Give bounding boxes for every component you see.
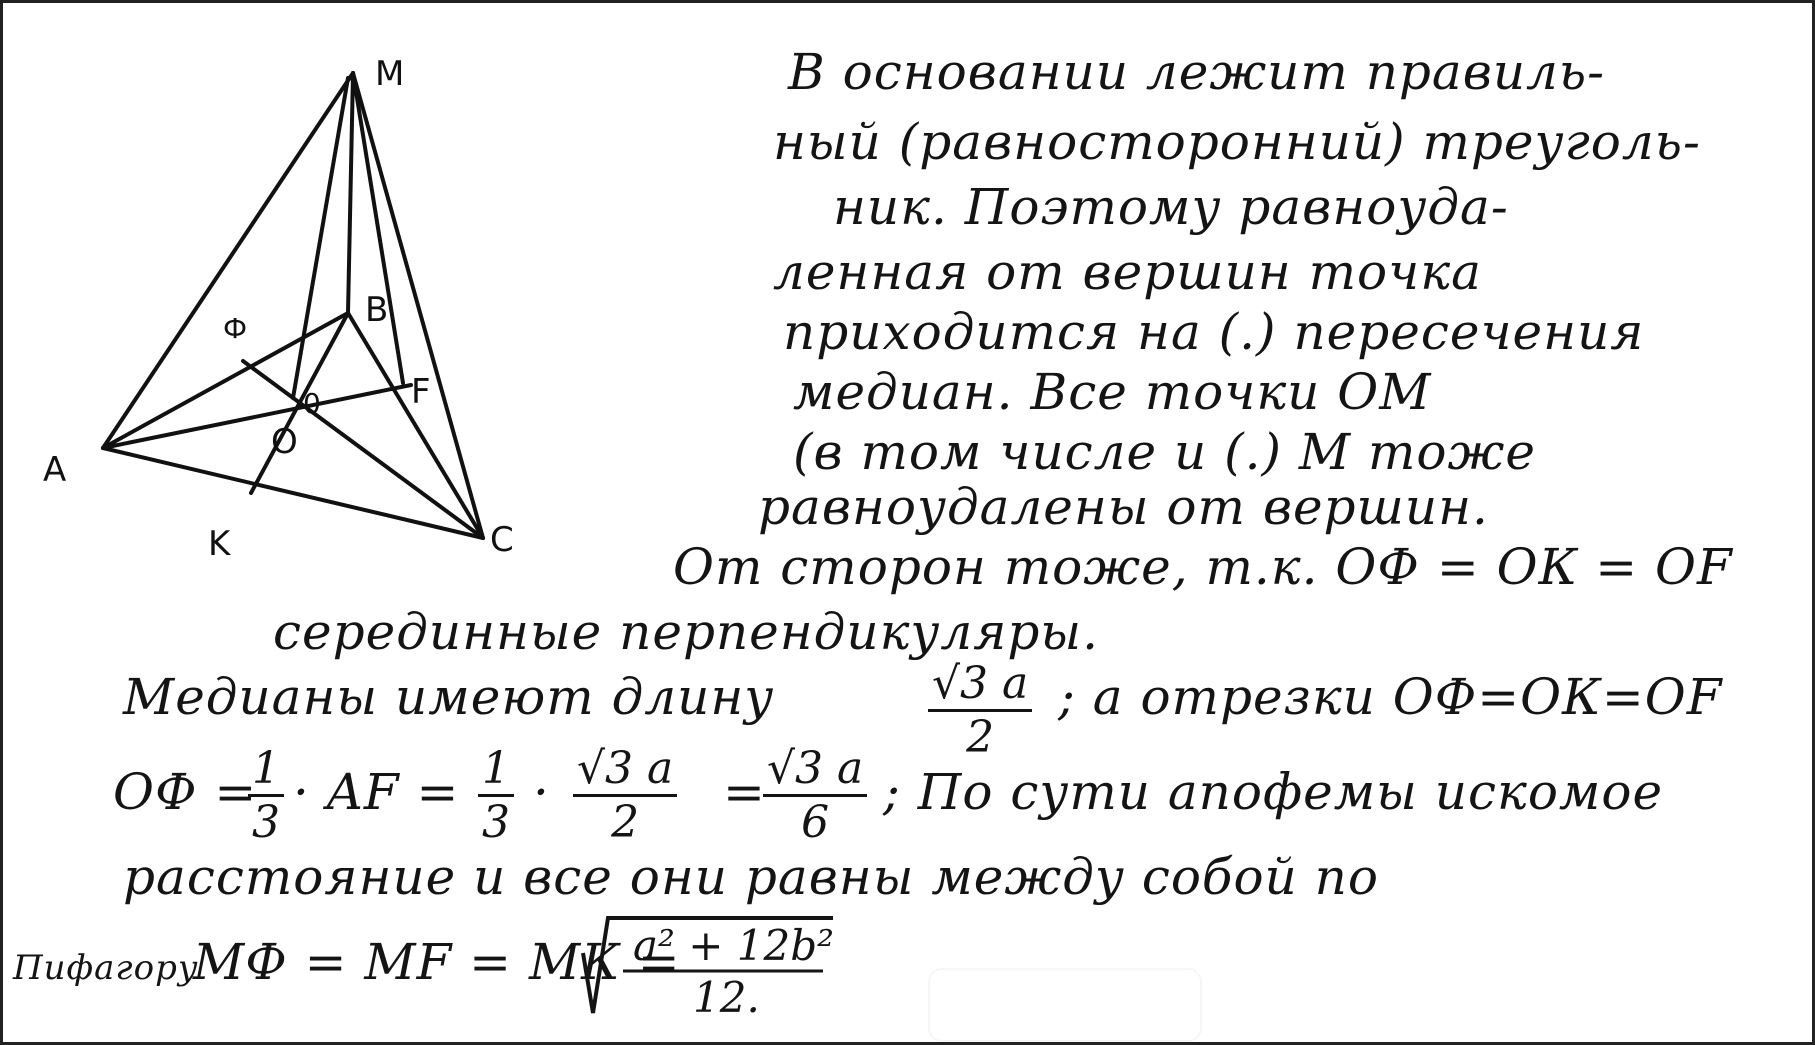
watermark xyxy=(928,968,1202,1042)
edge-bc xyxy=(348,313,483,538)
text-line-10: серединные перпендикуляры. xyxy=(273,603,1099,661)
sqrt-numerator: a² + 12b² xyxy=(633,921,834,970)
label-a: A xyxy=(43,450,67,490)
text-line-12a: ОФ = xyxy=(113,763,258,821)
fraction-od: $\frac{√3 a}{6}$ xyxy=(763,743,867,848)
median-length-fraction: $\frac{√3 a}{2}$ xyxy=(928,658,1032,763)
sqrt-denominator: 12. xyxy=(693,973,760,1022)
label-o2: 0 xyxy=(303,387,321,420)
text-line-1: В основании лежит правиль- xyxy=(788,43,1605,101)
text-line-12d: = xyxy=(723,763,766,821)
text-line-5: приходится на (.) пересечения xyxy=(783,303,1645,361)
text-line-7: (в том числе и (.) М тоже xyxy=(793,423,1536,481)
label-f: F xyxy=(411,372,431,412)
text-line-14b: МФ = МF = МК = xyxy=(193,933,681,991)
text-line-13: расстояние и все они равны между собой по xyxy=(123,848,1379,906)
fraction-one-third-b: $\frac{1}{3}$ xyxy=(478,743,514,848)
edge-mo xyxy=(293,78,348,398)
median-ak xyxy=(103,385,411,448)
text-line-8: равноудалены от вершин. xyxy=(758,478,1489,536)
text-line-12e: ; По сути апофемы искомое xyxy=(883,763,1664,821)
sqrt-expression xyxy=(578,913,838,1023)
text-line-2: ный (равносторонний) треуголь- xyxy=(773,113,1701,171)
label-d: Ф xyxy=(223,312,248,345)
text-line-11b: ; а отрезки ОФ=ОК=ОF xyxy=(1058,668,1723,726)
label-b: B xyxy=(365,290,389,330)
pyramid-diagram xyxy=(3,3,703,563)
text-line-6: медиан. Все точки ОМ xyxy=(793,363,1432,421)
label-c: C xyxy=(490,520,514,560)
edge-mb xyxy=(348,73,353,313)
label-k: K xyxy=(208,524,231,563)
fraction-one-third-a: $\frac{1}{3}$ xyxy=(248,743,284,848)
text-line-4: ленная от вершин точка xyxy=(773,243,1482,301)
fraction-median: $\frac{√3 a}{2}$ xyxy=(573,743,677,848)
text-line-12b: · AF = xyxy=(293,763,460,821)
text-line-14a: Пифагору xyxy=(13,948,199,988)
label-o: O xyxy=(271,422,298,462)
label-m: M xyxy=(375,54,405,94)
text-line-11a: Медианы имеют длину xyxy=(123,668,775,726)
text-line-12c: · xyxy=(533,763,550,821)
text-line-9: От сторон тоже, т.к. ОФ = ОК = ОF xyxy=(673,538,1733,596)
text-line-3: ник. Поэтому равноуда- xyxy=(833,178,1509,236)
